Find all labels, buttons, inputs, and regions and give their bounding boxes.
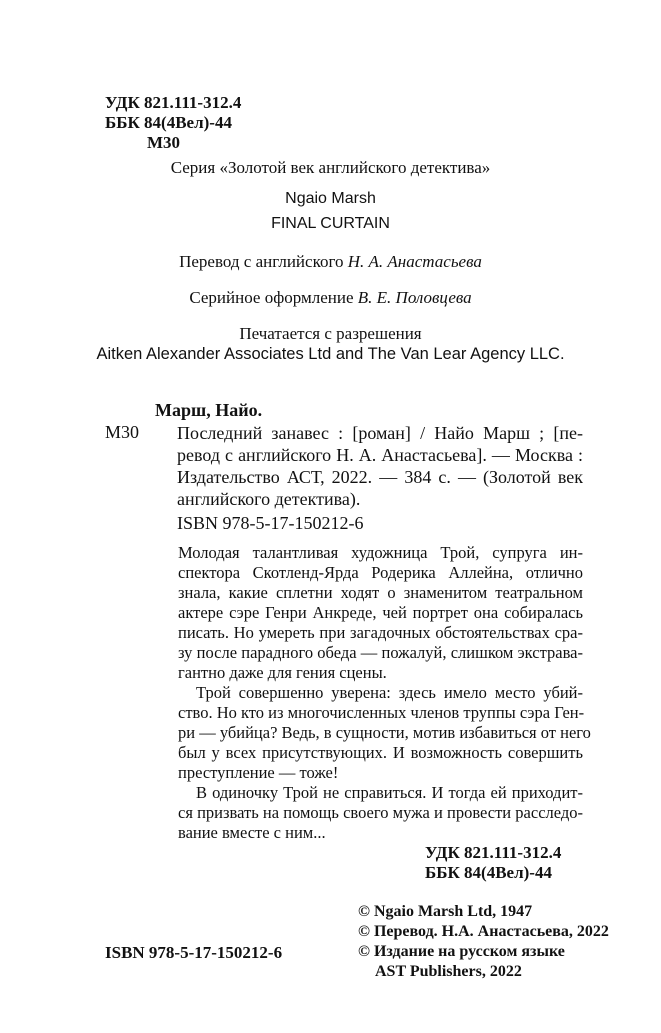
footer-udk: УДК 821.111-312.4 — [425, 843, 562, 862]
design-credit — [0, 288, 661, 308]
annotation-line: В одиночку Трой не справиться. И тогда ей приходит- — [196, 783, 583, 802]
annotation-paragraph-3 — [178, 783, 583, 843]
annotation-line: актере сэре Генри Анкреде, чей портрет она собиралась — [178, 603, 583, 622]
translation-credit — [0, 252, 661, 272]
bib-mark: М30 — [105, 422, 140, 442]
bib-line: Издательство АСТ, 2022. — 384 с. — (Золотой век — [177, 467, 583, 487]
translation-label: Перевод с английского — [179, 252, 348, 271]
footer-bbk: ББК 84(4Вел)-44 — [425, 863, 552, 882]
original-title: FINAL CURTAIN — [271, 215, 390, 232]
annotation-line: зу после парадного обеда — пожалуй, слишком экстрава- — [178, 643, 583, 662]
bbk-code: ББК 84(4Вел)-44 — [105, 113, 232, 132]
annotation-line: ся призвать на помощь своего мужа и провести расследо- — [178, 803, 583, 822]
annotation-line: Молодая талантливая художница Трой, супруга ин- — [178, 543, 583, 562]
original-author: Ngaio Marsh — [285, 190, 376, 207]
annotation-line: преступление — тоже! — [178, 763, 339, 782]
annotation-line: вание вместе с ним... — [178, 823, 326, 842]
bib-line: ревод с английского Н. А. Анастасьева]. — Москва : — [177, 445, 583, 465]
annotation-line: писать. Но умереть при загадочных обстоятельствах сра- — [178, 623, 583, 642]
design-label: Серийное оформление — [189, 288, 358, 307]
bib-description — [177, 422, 583, 510]
copyright-line: © Ngaio Marsh Ltd, 1947 — [358, 903, 533, 920]
annotation-line: был у всех присутствующих. И возможность совершить — [178, 743, 583, 762]
isbn-bottom: ISBN 978-5-17-150212-6 — [105, 943, 283, 962]
annotation-paragraph-1 — [178, 543, 583, 683]
annotation-line: гантно даже для гения сцены. — [178, 663, 387, 682]
annotation-paragraph-2 — [178, 683, 591, 783]
bib-line: Последний занавес : [роман] / Найо Марш ; [пе- — [177, 423, 583, 443]
annotation-line: знала, какие сплетни ходят о знаменитом театральном — [178, 583, 583, 602]
annotation-line: ри — убийца? Ведь, в сущности, мотив избавиться от него — [178, 723, 591, 742]
copyright-line: AST Publishers, 2022 — [375, 963, 522, 980]
bib-line: английского детектива). — [177, 489, 361, 509]
annotation-line: спектора Скотленд-Ярда Родерика Аллейна, отлично — [178, 563, 583, 582]
permission-line-2: Aitken Alexander Associates Ltd and The Van Lear Agency LLC. — [96, 345, 565, 363]
author-mark: М30 — [147, 133, 181, 152]
permission-line-1: Печатается с разрешения — [239, 324, 422, 343]
annotation-line: Трой совершенно уверена: здесь имело место убий- — [196, 683, 583, 702]
copyright-line: © Издание на русском языке — [358, 943, 565, 960]
udk-code: УДК 821.111-312.4 — [105, 93, 242, 112]
bib-author-heading: Марш, Найо. — [155, 400, 263, 420]
bib-isbn: ISBN 978-5-17-150212-6 — [177, 513, 364, 533]
series-title: Серия «Золотой век английского детектива» — [170, 158, 491, 177]
designer-name: В. Е. Половцева — [357, 288, 472, 307]
copyright-line: © Перевод. Н.А. Анастасьева, 2022 — [358, 923, 609, 940]
annotation-line: ство. Но кто из многочисленных членов труппы сэра Ген- — [178, 703, 585, 722]
translator-name: Н. А. Анастасьева — [347, 252, 482, 271]
